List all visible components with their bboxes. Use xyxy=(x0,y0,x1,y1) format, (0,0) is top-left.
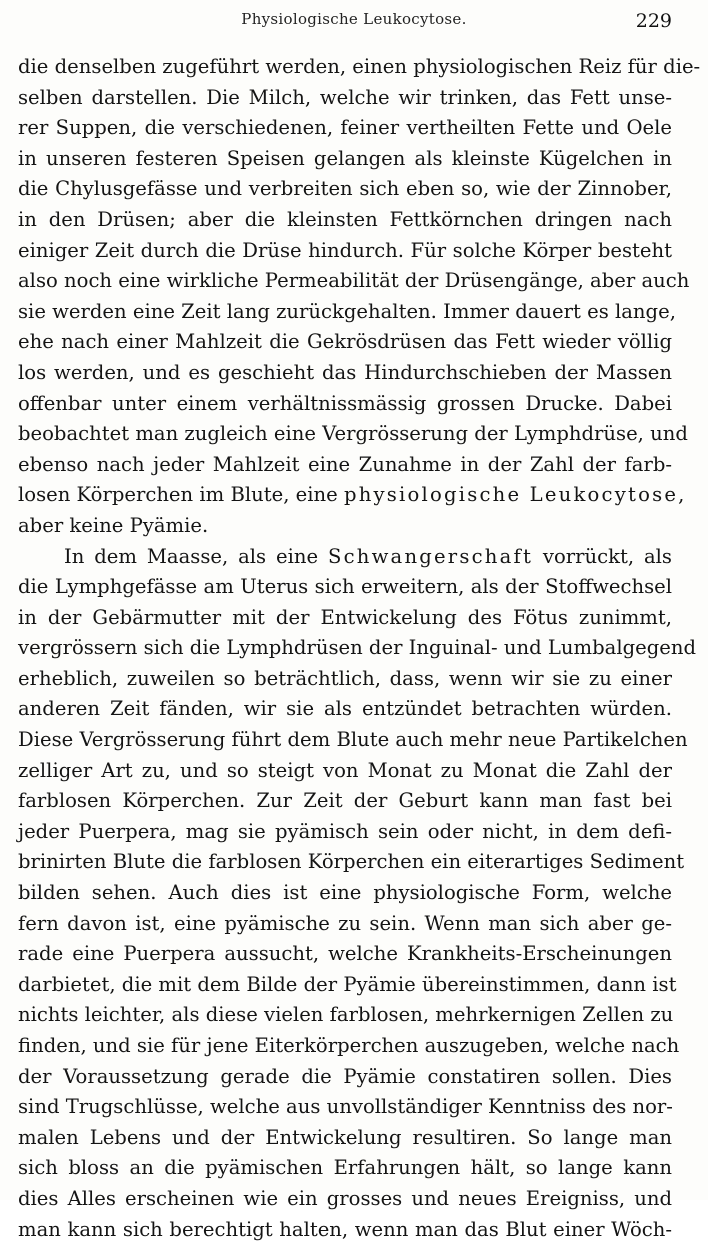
text-line: brinirten Blute die farblosen Körperchen ein eiterartiges Sediment xyxy=(18,847,672,878)
text-line: anderen Zeit fänden, wir sie als entzündet betrachten würden. xyxy=(18,694,672,725)
text-line: vergrössern sich die Lymphdrüsen der Inguinal- und Lumbalgegend xyxy=(18,633,672,664)
text-line: selben darstellen. Die Milch, welche wir trinken, das Fett unse- xyxy=(18,83,672,114)
text-line: die Lymphgefässe am Uterus sich erweitern, als der Stoffwechsel xyxy=(18,572,672,603)
text-line: ehe nach einer Mahlzeit die Gekrösdrüsen das Fett wieder völlig xyxy=(18,327,672,358)
text-line: dies Alles erscheinen wie ein grosses und neues Ereigniss, und xyxy=(18,1184,672,1215)
text-line: die denselben zugeführt werden, einen physiologischen Reiz für die- xyxy=(18,52,672,83)
text-line: sich bloss an die pyämischen Erfahrungen hält, so lange kann xyxy=(18,1153,672,1184)
text-line: bilden sehen. Auch dies ist eine physiologische Form, welche xyxy=(18,878,672,909)
text-line: offenbar unter einem verhältnissmässig grossen Drucke. Dabei xyxy=(18,389,672,420)
text-line: in der Gebärmutter mit der Entwickelung des Fötus zunimmt, xyxy=(18,603,672,634)
page-number: 229 xyxy=(636,10,672,32)
text-line: der Voraussetzung gerade die Pyämie constatiren sollen. Dies xyxy=(18,1062,672,1093)
text-line: zelliger Art zu, und so steigt von Monat zu Monat die Zahl der xyxy=(18,756,672,787)
paragraph-1 xyxy=(18,52,672,542)
text-line: in unseren festeren Speisen gelangen als kleinste Kügelchen in xyxy=(18,144,672,175)
text-line: man kann sich berechtigt halten, wenn man das Blut einer Wöch- xyxy=(18,1215,672,1245)
text-line: rer Suppen, die verschiedenen, feiner vertheilten Fette und Oele xyxy=(18,113,672,144)
text-line: erheblich, zuweilen so beträchtlich, dass, wenn wir sie zu einer xyxy=(18,664,672,695)
text-segment: losen Körperchen im Blute, eine xyxy=(18,483,344,506)
text-line: sie werden eine Zeit lang zurückgehalten. Immer dauert es lange, xyxy=(18,297,672,328)
text-line: nichts leichter, als diese vielen farblosen, mehrkernigen Zellen zu xyxy=(18,1000,672,1031)
text-line: darbietet, die mit dem Bilde der Pyämie übereinstimmen, dann ist xyxy=(18,970,672,1001)
running-title: Physiologische Leukocytose. xyxy=(0,10,708,28)
text-line: ebenso nach jeder Mahlzeit eine Zunahme in der Zahl der farb- xyxy=(18,450,672,481)
text-line: rade eine Puerpera aussucht, welche Krankheits-Erscheinungen xyxy=(18,939,672,970)
paragraph-2 xyxy=(18,542,672,1245)
text-line: sind Trugschlüsse, welche aus unvollständiger Kenntniss des nor- xyxy=(18,1092,672,1123)
text-line: beobachtet man zugleich eine Vergrösserung der Lymphdrüse, und xyxy=(18,419,672,450)
text-line: jeder Puerpera, mag sie pyämisch sein oder nicht, in dem defi- xyxy=(18,817,672,848)
text-line: farblosen Körperchen. Zur Zeit der Geburt kann man fast bei xyxy=(18,786,672,817)
emphasized-term: Schwangerschaft xyxy=(328,545,533,568)
text-line-with-emphasis xyxy=(18,542,672,573)
text-line-with-emphasis xyxy=(18,480,672,511)
page-header xyxy=(0,6,708,36)
body-text xyxy=(18,52,672,1245)
text-line: einiger Zeit durch die Drüse hindurch. Für solche Körper besteht xyxy=(18,236,672,267)
text-segment: In dem Maasse, als eine xyxy=(64,545,328,568)
text-line: fern davon ist, eine pyämische zu sein. Wenn man sich aber ge- xyxy=(18,909,672,940)
text-line: malen Lebens und der Entwickelung resultiren. So lange man xyxy=(18,1123,672,1154)
text-line: also noch eine wirkliche Permeabilität der Drüsengänge, aber auch xyxy=(18,266,672,297)
text-line: finden, und sie für jene Eiterkörperchen auszugeben, welche nach xyxy=(18,1031,672,1062)
text-segment: vorrückt, als xyxy=(533,545,672,568)
text-line: Diese Vergrösserung führt dem Blute auch mehr neue Partikelchen xyxy=(18,725,672,756)
text-segment: , xyxy=(678,483,684,506)
text-line: die Chylusgefässe und verbreiten sich eben so, wie der Zinnober, xyxy=(18,174,672,205)
text-line: aber keine Pyämie. xyxy=(18,511,672,542)
text-line: los werden, und es geschieht das Hindurchschieben der Massen xyxy=(18,358,672,389)
emphasized-term: physiologische Leukocytose xyxy=(344,483,678,506)
text-line: in den Drüsen; aber die kleinsten Fettkörnchen dringen nach xyxy=(18,205,672,236)
